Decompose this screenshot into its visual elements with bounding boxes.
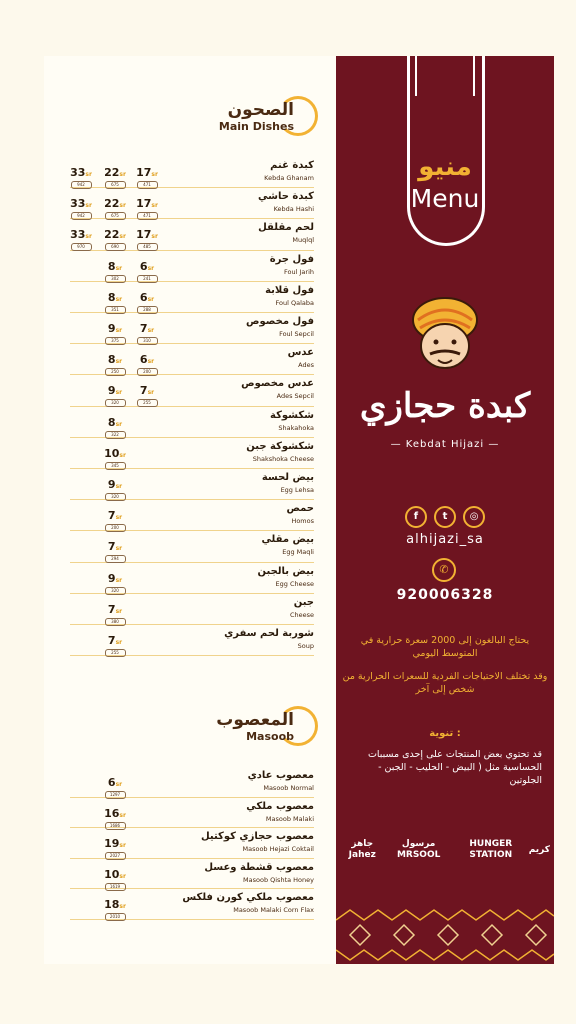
item-name-en: Shakshoka Cheese xyxy=(252,454,314,463)
price-value: 9 xyxy=(107,322,116,335)
partner-hungerstation-logo: HUNGER STATION xyxy=(469,839,513,860)
item-price xyxy=(104,863,126,891)
item-name-ar: فول جرة xyxy=(269,253,314,265)
item-name-ar: بيض مقلي xyxy=(261,534,314,546)
calorie-badge: 288 xyxy=(137,306,158,314)
currency-label: sr xyxy=(115,607,123,615)
item-price xyxy=(104,161,126,189)
menu-title-ar: منيو xyxy=(418,152,472,182)
calorie-badge: 375 xyxy=(105,337,126,345)
calorie-badge: 200 xyxy=(105,524,126,532)
currency-label: sr xyxy=(115,483,123,490)
masoob-heading xyxy=(216,710,294,743)
item-name-en: Masoob Hejazi Coktail xyxy=(242,845,314,853)
currency-label: sr xyxy=(147,264,155,272)
calorie-badge: 320 xyxy=(105,399,126,407)
calorie-badge: 675 xyxy=(105,212,126,220)
price-value: 18 xyxy=(104,898,120,911)
calorie-badge: 322 xyxy=(105,431,126,439)
menu-item-row xyxy=(70,534,314,562)
item-name-ar: فول مخصوص xyxy=(246,316,314,327)
price-value: 17 xyxy=(136,166,152,179)
item-name-ar: شكشوكة جبن xyxy=(246,440,314,452)
currency-label: sr xyxy=(115,358,123,366)
partner-jahez-logo: جاهز Jahez xyxy=(348,839,376,860)
price-value: 7 xyxy=(107,540,116,554)
item-name-en: Masoob Malaki Corn Flax xyxy=(233,906,314,914)
price-value: 9 xyxy=(107,478,116,491)
item-price xyxy=(136,348,158,376)
menu-item-row xyxy=(70,831,314,859)
price-value: 8 xyxy=(107,353,116,367)
calorie-badge: 970 xyxy=(71,243,92,251)
calorie-badge: 1619 xyxy=(105,883,126,891)
item-name-en: Egg Maqli xyxy=(282,548,314,557)
calorie-badge: 1686 xyxy=(105,822,126,830)
item-price xyxy=(104,317,126,345)
calorie-badge: 2010 xyxy=(105,913,126,921)
menu-item-row xyxy=(70,862,314,890)
phone-number[interactable]: 920006328 xyxy=(396,587,494,603)
item-name-ar: معصوب ملكي كورن فلكس xyxy=(182,892,314,903)
item-price xyxy=(104,832,126,860)
item-name-ar: لحم مقلقل xyxy=(258,222,314,234)
phone-icon: ✆ xyxy=(432,558,456,582)
calorie-badge: 1297 xyxy=(105,791,126,799)
calorie-badge: 942 xyxy=(71,181,92,189)
price-value: 6 xyxy=(107,776,116,789)
item-price xyxy=(70,223,92,251)
menu-item-row xyxy=(70,191,314,219)
calorie-badge: 485 xyxy=(137,243,158,251)
calorie-badge: 320 xyxy=(105,493,126,501)
menu-item-row xyxy=(70,254,314,282)
calorie-badge: 250 xyxy=(105,368,126,376)
item-price xyxy=(104,379,126,407)
menu-item-row xyxy=(70,222,314,250)
price-value: 33 xyxy=(70,197,86,211)
item-name-ar: جبن xyxy=(293,596,314,608)
menu-item-row xyxy=(70,378,314,406)
item-price xyxy=(136,223,158,251)
allergy-note-title: تنوية : xyxy=(429,728,461,739)
calorie-badge: 675 xyxy=(105,181,126,189)
price-value: 22 xyxy=(104,166,120,179)
menu-item-row xyxy=(70,566,314,594)
item-price xyxy=(136,286,158,314)
currency-label: sr xyxy=(119,171,126,178)
price-value: 16 xyxy=(104,806,120,820)
item-name-en: Masoob Malaki xyxy=(265,814,314,823)
price-value: 7 xyxy=(107,602,116,616)
item-price xyxy=(104,535,126,563)
menu-item-row xyxy=(70,503,314,531)
currency-label: sr xyxy=(151,202,158,210)
price-value: 6 xyxy=(139,259,148,273)
masoob-section xyxy=(70,706,314,919)
calorie-badge: 241 xyxy=(137,275,158,283)
item-name-en: Cheese xyxy=(289,610,314,619)
item-price xyxy=(104,473,126,501)
price-value: 7 xyxy=(139,322,148,335)
menu-item-row xyxy=(70,628,314,656)
item-name-en: Masoob Normal xyxy=(263,784,314,792)
price-value: 8 xyxy=(107,415,116,429)
instagram-icon[interactable]: ◎ xyxy=(463,506,485,528)
price-value: 33 xyxy=(70,166,86,179)
menu-item-row xyxy=(70,472,314,500)
item-price xyxy=(104,442,126,470)
item-price xyxy=(104,255,126,283)
calorie-badge: 310 xyxy=(137,337,158,345)
item-name-en: Foul Jarih xyxy=(284,267,314,276)
currency-label: sr xyxy=(115,389,123,397)
brand-panel xyxy=(336,56,554,964)
currency-label: sr xyxy=(147,327,155,334)
item-price xyxy=(104,223,126,251)
currency-label: sr xyxy=(147,295,155,303)
item-name-ar: عدس مخصوص xyxy=(241,378,314,390)
nutrition-note-2: وقد تختلف الاحتياجات الفردية للسعرات الحرارية من شخص إلى آخر xyxy=(342,671,548,695)
item-name-ar: كبدة حاشي xyxy=(258,191,314,203)
item-price xyxy=(70,161,92,189)
item-name-ar: حمص xyxy=(286,503,314,515)
item-name-en: Foul Qalaba xyxy=(275,298,314,307)
calorie-badge: 2027 xyxy=(105,852,126,860)
menu-item-row xyxy=(70,285,314,313)
item-name-en: Foul Sepcil xyxy=(279,330,314,338)
currency-label: sr xyxy=(147,358,155,366)
currency-label: sr xyxy=(115,514,123,522)
currency-label: sr xyxy=(151,171,158,178)
item-price xyxy=(136,192,158,220)
item-price xyxy=(136,317,158,345)
price-value: 7 xyxy=(139,384,148,398)
price-value: 7 xyxy=(107,634,116,647)
calorie-badge: 345 xyxy=(105,462,126,470)
menu-item-row xyxy=(70,801,314,829)
item-price xyxy=(104,802,126,830)
item-price xyxy=(136,161,158,189)
menu-item-row xyxy=(70,441,314,469)
item-name-ar: عدس xyxy=(287,347,314,359)
item-price xyxy=(104,286,126,314)
price-value: 17 xyxy=(136,228,152,242)
item-price xyxy=(70,192,92,220)
price-value: 8 xyxy=(107,259,116,273)
brand-name-ar: كبدة حجازي xyxy=(359,386,531,426)
item-price xyxy=(104,771,126,799)
item-name-en: Kebda Hashi xyxy=(273,205,314,214)
calorie-badge: 942 xyxy=(71,212,92,220)
menu-item-row xyxy=(70,770,314,798)
price-value: 9 xyxy=(107,571,116,585)
calorie-badge: 294 xyxy=(105,555,126,563)
item-name-en: Masoob Qishta Honey xyxy=(243,875,314,884)
currency-label: sr xyxy=(115,420,123,428)
partner-mrsool-logo: مرسول MRSOOL xyxy=(396,839,441,860)
item-price xyxy=(104,567,126,595)
item-name-en: Soup xyxy=(297,642,314,650)
currency-label: sr xyxy=(85,171,92,178)
currency-label: sr xyxy=(115,264,123,272)
currency-label: sr xyxy=(119,233,126,241)
currency-label: sr xyxy=(115,545,123,553)
menu-item-row xyxy=(70,160,314,188)
item-name-ar: شوربة لحم سفري xyxy=(224,628,314,639)
twitter-icon[interactable]: t xyxy=(434,506,456,528)
main-dishes-heading xyxy=(219,100,294,133)
currency-label: sr xyxy=(119,842,126,849)
item-name-en: Egg Cheese xyxy=(275,579,314,588)
brand-name-en: — Kebdat Hijazi — xyxy=(390,439,500,450)
price-value: 9 xyxy=(107,384,116,398)
price-value: 10 xyxy=(104,446,120,460)
item-price xyxy=(104,348,126,376)
price-value: 22 xyxy=(104,197,120,211)
menu-item-row xyxy=(70,597,314,625)
currency-label: sr xyxy=(115,295,123,303)
menu-item-row xyxy=(70,347,314,375)
currency-label: sr xyxy=(85,202,92,210)
item-price xyxy=(104,411,126,439)
masoob-title-en: Masoob xyxy=(246,730,294,743)
item-name-en: Ades Sepcil xyxy=(276,392,314,401)
item-name-ar: معصوب عادي xyxy=(247,770,314,781)
delivery-partners xyxy=(340,830,550,870)
item-price xyxy=(104,504,126,532)
price-value: 22 xyxy=(104,228,120,242)
item-price xyxy=(104,629,126,657)
item-name-ar: بيض لحسة xyxy=(261,472,314,483)
price-value: 6 xyxy=(139,290,148,304)
menu-item-row xyxy=(70,410,314,438)
currency-label: sr xyxy=(115,639,123,646)
currency-label: sr xyxy=(115,327,123,334)
menu-item-row xyxy=(70,316,314,344)
social-icons xyxy=(336,504,554,528)
item-name-ar: معصوب ملكي xyxy=(246,800,314,812)
brand-mascot-icon xyxy=(406,294,484,376)
item-name-en: Egg Lehsa xyxy=(280,486,314,494)
currency-label: sr xyxy=(147,389,155,397)
currency-label: sr xyxy=(115,781,123,788)
menu-title-en: Menu xyxy=(410,184,480,213)
item-name-ar: كبدة غنم xyxy=(270,160,314,171)
item-name-ar: فول قلابة xyxy=(265,284,314,296)
menu-item-row xyxy=(70,892,314,920)
facebook-icon[interactable]: f xyxy=(405,506,427,528)
calorie-badge: 302 xyxy=(105,275,126,283)
calorie-badge: 471 xyxy=(137,212,158,220)
nutrition-note-1: يحتاج البالغون إلى 2000 سعرة حرارية في المتوسط اليومي xyxy=(360,635,530,659)
item-name-en: Ades xyxy=(298,361,314,370)
decorative-pattern xyxy=(336,906,554,964)
price-value: 10 xyxy=(104,867,120,881)
price-value: 19 xyxy=(104,837,120,850)
item-name-en: Muqlql xyxy=(292,236,314,245)
currency-label: sr xyxy=(119,202,126,210)
calorie-badge: 471 xyxy=(137,181,158,189)
item-price xyxy=(136,255,158,283)
social-handle[interactable]: alhijazi_sa xyxy=(406,532,484,547)
item-price xyxy=(104,893,126,921)
item-name-en: Shakahoka xyxy=(278,423,314,432)
price-value: 8 xyxy=(107,290,116,304)
item-name-ar: شكشوكة xyxy=(270,409,314,421)
calorie-badge: 320 xyxy=(105,587,126,595)
price-value: 33 xyxy=(70,228,86,242)
item-name-ar: معصوب حجازي كوكتيل xyxy=(200,831,314,842)
currency-label: sr xyxy=(119,811,126,819)
item-name-ar: معصوب قشطة وعسل xyxy=(204,861,314,873)
price-value: 17 xyxy=(136,197,152,211)
main-dishes-section xyxy=(70,96,314,686)
calorie-badge: 255 xyxy=(105,649,126,657)
partner-careem-logo: كريم xyxy=(528,844,551,855)
currency-label: sr xyxy=(151,233,158,241)
currency-label: sr xyxy=(115,576,123,584)
currency-label: sr xyxy=(119,903,126,910)
currency-label: sr xyxy=(119,451,126,459)
item-name-en: Homos xyxy=(291,517,314,526)
masoob-title-ar: المعصوب xyxy=(216,710,294,730)
item-price xyxy=(104,598,126,626)
price-value: 6 xyxy=(139,353,148,367)
allergy-note-text: قد تحتوي بعض المنتجات على إحدى مسببات الحساسية مثل ( البيض - الحليب - الجبن - الجلوتين xyxy=(367,749,542,786)
currency-label: sr xyxy=(85,233,92,241)
main-dishes-title-en: Main Dishes xyxy=(218,120,294,133)
calorie-badge: 255 xyxy=(137,399,158,407)
item-name-ar: بيض بالجبن xyxy=(257,565,314,577)
menu-badge xyxy=(407,56,485,246)
calorie-badge: 380 xyxy=(105,618,126,626)
item-price xyxy=(136,379,158,407)
item-name-en: Kebda Ghanam xyxy=(264,174,314,182)
calorie-badge: 690 xyxy=(105,243,126,251)
currency-label: sr xyxy=(119,872,126,880)
calorie-badge: 200 xyxy=(137,368,158,376)
calorie-badge: 351 xyxy=(105,306,126,314)
main-dishes-title-ar: الصحون xyxy=(227,100,294,120)
item-price xyxy=(104,192,126,220)
price-value: 7 xyxy=(107,509,116,523)
